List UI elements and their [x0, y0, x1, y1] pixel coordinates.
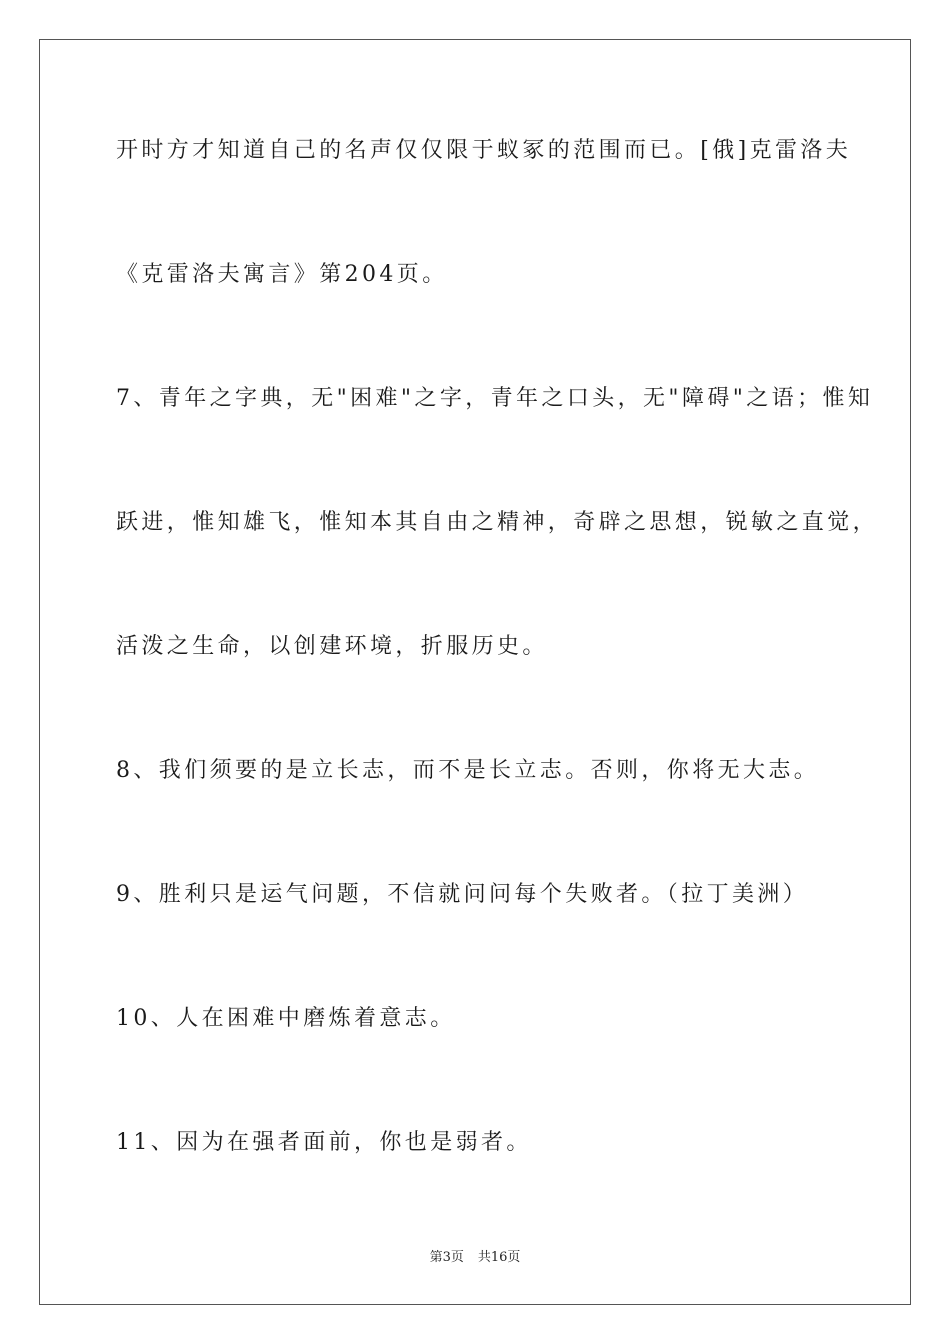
text-line-6: 8、我们须要的是立长志，而不是长立志。否则，你将无大志。 — [116, 758, 820, 783]
text-line-4: 跃进，惟知雄飞，惟知本其自由之精神，奇辟之思想，锐敏之直觉， — [116, 510, 879, 535]
text-line-8: 10、人在困难中磨炼着意志。 — [116, 1006, 456, 1031]
text-line-7: 9、胜利只是运气问题，不信就问问每个失败者。（拉丁美洲） — [116, 882, 809, 907]
text-line-9: 11、因为在强者面前，你也是弱者。 — [116, 1130, 532, 1155]
page-border — [39, 39, 911, 1305]
page-footer — [0, 1250, 950, 1266]
text-line-5: 活泼之生命，以创建环境，折服历史。 — [116, 634, 548, 659]
page-number: 第3页 — [429, 1250, 464, 1265]
text-line-1: 开时方才知道自己的名声仅仅限于蚁冢的范围而已。[俄]克雷洛夫 — [116, 138, 852, 163]
text-line-2: 《克雷洛夫寓言》第204页。 — [116, 262, 448, 287]
text-line-3: 7、青年之字典，无"困难"之字，青年之口头，无"障碍"之语；惟知 — [116, 386, 874, 411]
total-pages: 共16页 — [477, 1250, 521, 1265]
